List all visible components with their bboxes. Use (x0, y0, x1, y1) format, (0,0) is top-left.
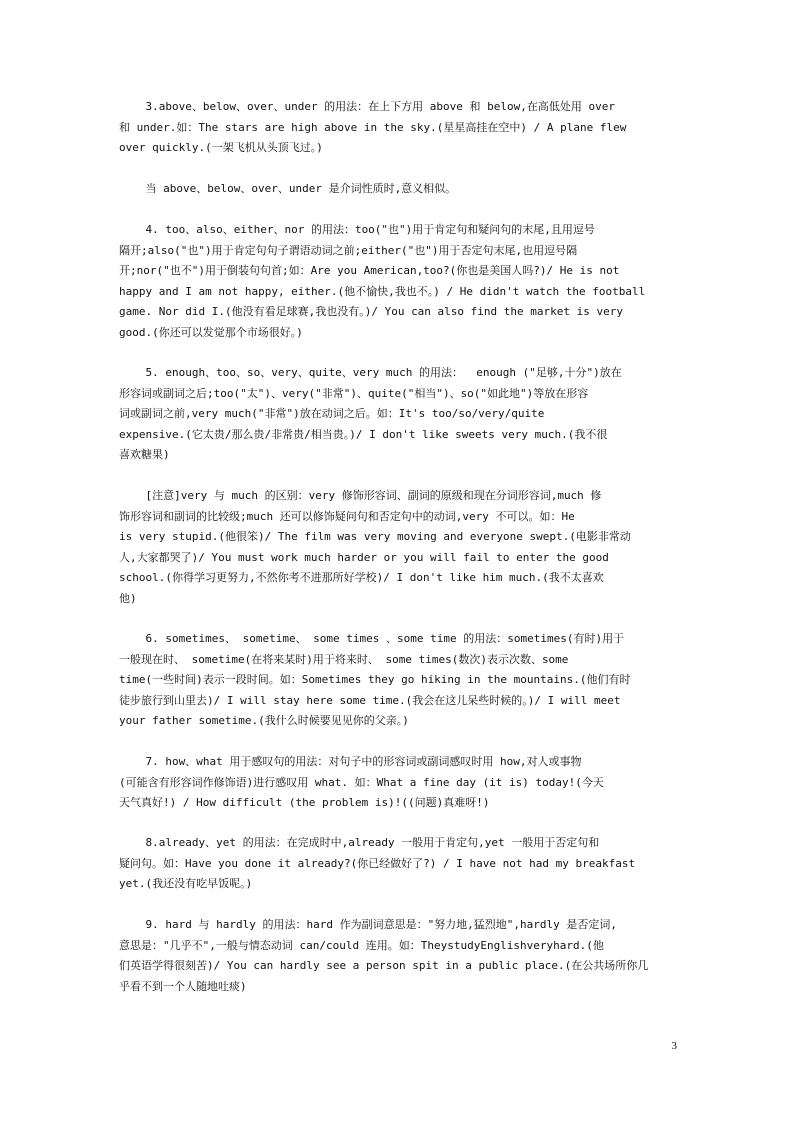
text-line: 3.above、below、over、under 的用法：在上下方用 above 和 below,在高低处用 over (119, 100, 616, 113)
text-line: 乎看不到一个人随地吐痰) (119, 979, 247, 993)
paragraph-7-how-what (119, 752, 703, 814)
text-line: is very stupid.(他很笨)/ The film was very moving and everyone swept.(电影非常动 (119, 530, 631, 543)
paragraph-6-sometimes (119, 629, 703, 732)
text-line: 人,大家都哭了)/ You must work much harder or you will fail to enter the good (119, 550, 609, 564)
text-line: 他) (119, 591, 137, 605)
text-line: 们英语学得很刻苦)/ You can hardly see a person spit in a public place.(在公共场所你几 (119, 959, 649, 972)
text-line: good.(你还可以发觉那个市场很好。) (119, 325, 303, 339)
paragraph-5-enough-too (119, 363, 703, 466)
text-line: your father sometime.(我什么时候要见见你的父亲。) (119, 714, 409, 727)
text-line: 8.already、yet 的用法：在完成时中,already 一般用于肯定句,yet 一般用于否定句和 (119, 836, 600, 849)
text-line: [注意]very 与 much 的区别：very 修饰形容词、副词的原级和现在分词形容词,much 修 (119, 489, 602, 502)
text-line: 喜欢糖果) (119, 448, 170, 461)
paragraph-4-too-also (119, 220, 703, 343)
paragraph-8-already-yet (119, 833, 703, 895)
text-line: 5. enough、too、so、very、quite、very much 的用法： enough ("足够,十分")放在 (119, 366, 622, 379)
text-line: 和 under.如：The stars are high above in the sky.(星星高挂在空中) / A plane flew (119, 120, 627, 134)
text-line: 6. sometimes、 sometime、 some times 、some time 的用法：sometimes(有时)用于 (119, 632, 625, 645)
text-line: 当 above、below、over、under 是介词性质时,意义相似。 (119, 182, 457, 195)
text-line: 形容词或副词之后;too("太")、very("非常")、quite("相当")、so("如此地")等放在形容 (119, 386, 589, 400)
text-line: 疑问句。如：Have you done it already?(你已经做好了?) / I have not had my breakfast (119, 856, 636, 870)
paragraph-3-above-below (119, 97, 703, 159)
text-line: yet.(我还没有吃早饭呢。) (119, 877, 253, 890)
text-line: 4. too、also、either、nor 的用法：too("也")用于肯定句和疑问句的末尾,且用逗号 (119, 223, 595, 236)
paragraph-preposition-note (119, 179, 703, 200)
text-line: school.(你得学习更努力,不然你考不进那所好学校)/ I don't like him much.(我不太喜欢 (119, 571, 604, 584)
text-line: 词或副词之前,very much("非常")放在动词之后。如：It's too/so/very/quite (119, 407, 545, 420)
text-line: 徒步旅行到山里去)/ I will stay here some time.(我会在这儿呆些时候的。)/ I will meet (119, 693, 621, 707)
text-line: game. Nor did I.(他没有看足球赛,我也没有。)/ You can also find the market is very (119, 305, 623, 318)
text-line: 开;nor("也不")用于倒装句句首;如：Are you American,too?(你也是美国人吗?)/ He is not (119, 264, 620, 277)
text-line: 意思是："几乎不",一般与情态动词 can/could 连用。如：TheystudyEnglishveryhard.(他 (119, 938, 604, 952)
text-line: 隔开;also("也")用于肯定句句子谓语动词之前;either("也")用于否定句末尾,也用逗号隔 (119, 243, 578, 257)
text-line: expensive.(它太贵/那么贵/非常贵/相当贵。)/ I don't like sweets very much.(我不很 (119, 427, 608, 441)
text-line: happy and I am not happy, either.(他不愉快,我也不。) / He didn't watch the football (119, 284, 646, 298)
text-line: over quickly.(一架飞机从头顶飞过。) (119, 141, 323, 154)
text-line: 饰形容词和副词的比较级;much 还可以修饰疑问句和否定句中的动词,very 不可以。如：He (119, 509, 575, 523)
text-line: 9. hard 与 hardly 的用法：hard 作为副词意思是："努力地,猛烈地",hardly 是否定词, (119, 918, 618, 931)
text-line: 天气真好!) / How difficult (the problem is)!((问题)真难呀!) (119, 796, 490, 809)
text-line: 7. how、what 用于感叹句的用法：对句子中的形容词或副词感叹时用 how,对人或事物 (119, 755, 582, 768)
text-line: (可能含有形容词作修饰语)进行感叹用 what. 如：What a fine day (it is) today!(今天 (119, 775, 604, 789)
paragraph-very-much-note (119, 486, 703, 609)
text-line: time(一些时间)表示一段时间。如：Sometimes they go hiking in the mountains.(他们有时 (119, 673, 631, 686)
page-number: 3 (671, 1040, 677, 1052)
text-line: 一般现在时、 sometime(在将来某时)用于将来时、 some times(数次)表示次数、some (119, 652, 569, 666)
paragraph-9-hard-hardly (119, 915, 703, 997)
